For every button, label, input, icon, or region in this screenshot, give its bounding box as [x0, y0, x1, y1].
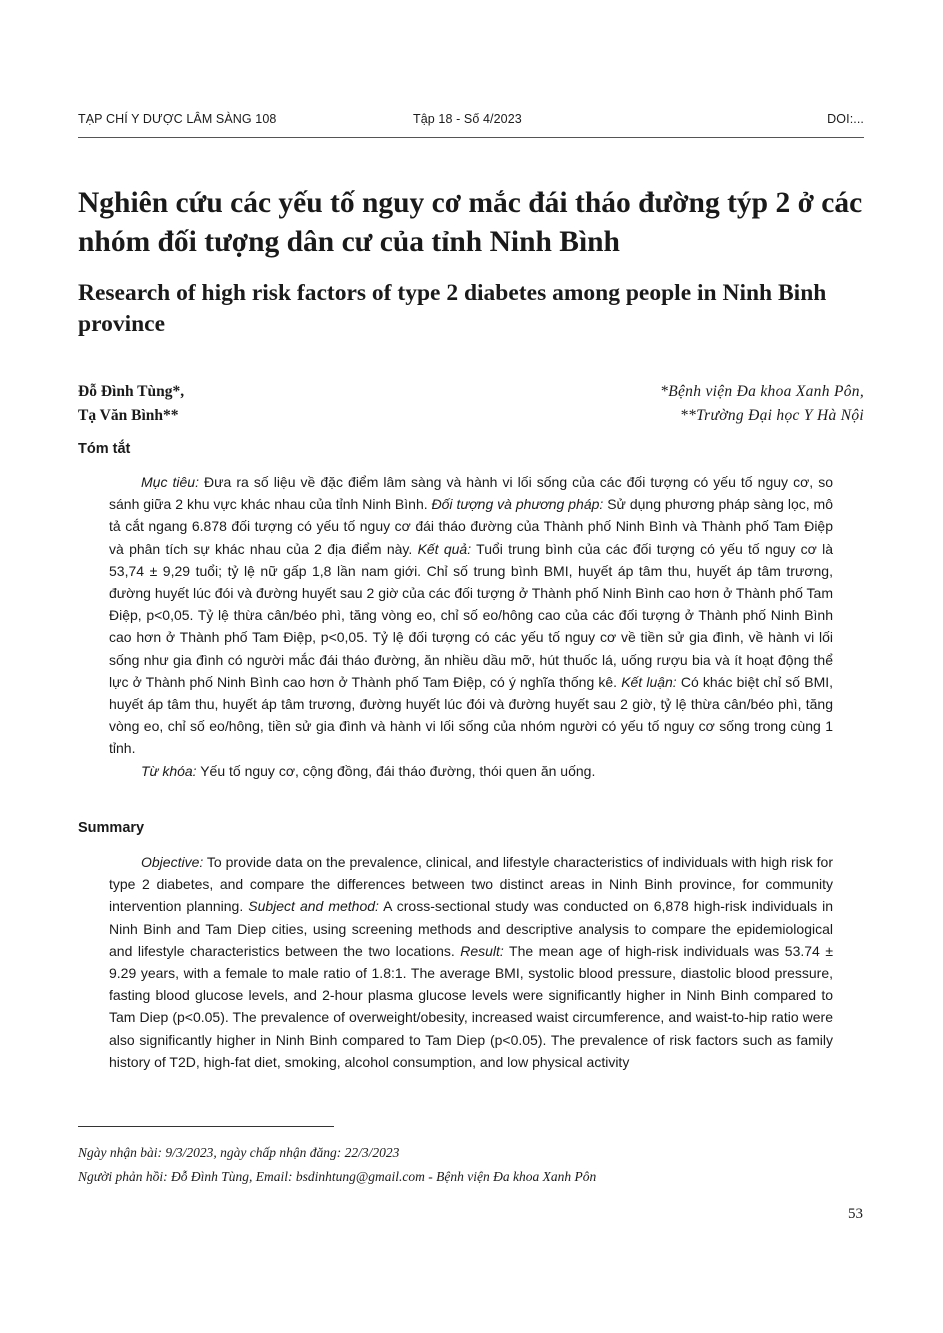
author-affiliation: *Bệnh viện Đa khoa Xanh Pôn, — [660, 383, 864, 400]
footnotes — [78, 1141, 864, 1189]
method-text: A cross-sectional study was conducted on 6,878 high-risk individuals in Ninh Binh and Tam Diep cities, using screening methods and descriptive analysis to compare the epidemiological and lifestyle characteristics between the two locations. — [109, 898, 833, 959]
journal-name: TẠP CHÍ Y DƯỢC LÂM SÀNG 108 — [78, 112, 277, 126]
running-header — [78, 112, 864, 132]
result-label: Kết quả: — [417, 540, 472, 557]
objective-text: To provide data on the prevalence, clinical, and lifestyle characteristics of individuals with high risk for type 2 diabetes, and compare the differences between two distinct areas in Ninh Binh province, for community intervention planning. — [109, 854, 833, 915]
conclusion-text: Có khác biệt chỉ số BMI, huyết áp tâm thu, huyết áp tâm trương, đường huyết lúc đói và đường huyết sau 2 giờ, tỷ lệ thừa cân/béo phì, tăng vòng eo, chỉ số eo/hông, tiền sử gia đình và hành vi lối sống của nhóm người có yếu tố nguy cơ sống trong cùng 1 tỉnh. — [109, 673, 834, 757]
tom-tat-heading: Tóm tắt — [78, 441, 131, 457]
page-number: 53 — [848, 1206, 863, 1222]
abstract-paragraph — [109, 471, 833, 760]
author-affiliation: **Trường Đại học Y Hà Nội — [680, 407, 864, 424]
result-text: Tuổi trung bình của các đối tượng có yếu tố nguy cơ là 53,74 ± 9,29 tuổi; tỷ lệ nữ gấp 1,8 lần nam giới. Chỉ số trung bình BMI, huyết áp tâm thu, huyết áp tâm trương, đường huyết lúc đói và đường huyết sau 2 giờ của các đối tượng ở Thành phố Ninh Bình cao hơn ở Thành phố Tam Điệp, p<0,05. Tỷ lệ thừa cân/béo phì, tăng vòng eo, chỉ số eo/hông cao của các đối tượng ở Thành phố Ninh Bình cao hơn ở Thành phố Tam Điệp, p<0,05. Tỷ lệ đối tượng có các yếu tố nguy cơ về tiền sử gia đình, về hành vi lối sống như gia đình có người mắc đái tháo đường, ăn nhiều dầu mỡ, hút thuốc lá, uống rượu bia và ít hoạt động thể lực ở Thành phố Ninh Bình cao hơn ở Thành phố Tam Điệp, có ý nghĩa thống kê. — [109, 540, 834, 690]
keywords-paragraph — [109, 760, 833, 782]
summary-heading: Summary — [78, 820, 145, 836]
author-name: Tạ Văn Bình** — [78, 407, 179, 424]
keywords-label: Từ khóa: — [141, 762, 197, 779]
method-text: Sử dụng phương pháp sàng lọc, mô tả cắt ngang 6.878 đối tượng có yếu tố nguy cơ đái tháo đường của Thành phố Ninh Bình và Thành phố Tam Điệp và phân tích sự khác nhau của 2 địa điểm này. — [109, 496, 833, 557]
author-name: Đỗ Đình Tùng*, — [78, 383, 185, 400]
result-text: The mean age of high-risk individuals was 53.74 ± 9.29 years, with a female to male ratio of 1.8:1. The average BMI, systolic blood pressure, diastolic blood pressure, fasting blood glucose levels, and 2-hour plasma glucose levels were significantly higher in Ninh Binh compared to Tam Diep (p<0.05). The prevalence of overweight/obesity, increased waist circumference, and waist-to-hip ratio were also significantly higher in Ninh Binh compared to Tam Diep (p<0.05). The prevalence of risk factors such as family history of T2D, high-fat diet, smoking, alcohol consumption, and low physical activity — [109, 942, 833, 1070]
english-summary — [109, 851, 833, 1073]
conclusion-label: Kết luận: — [621, 673, 677, 690]
header-divider — [78, 137, 864, 138]
objective-label: Objective: — [141, 854, 204, 870]
doi-label: DOI:... — [827, 112, 864, 126]
corresponding-author-note: Người phản hồi: Đỗ Đình Tùng, Email: bsdinhtung@gmail.com - Bệnh viện Đa khoa Xanh Pôn — [78, 1169, 597, 1184]
summary-paragraph — [109, 851, 833, 1073]
footnote-divider — [78, 1126, 334, 1127]
article-title-vietnamese: Nghiên cứu các yếu tố nguy cơ mắc đái tháo đường týp 2 ở các nhóm đối tượng dân cư của tỉnh Ninh Bình — [78, 187, 863, 258]
author-row — [78, 404, 864, 428]
method-label: Subject and method: — [248, 898, 379, 915]
authors-block — [78, 380, 864, 428]
objective-text: Đưa ra số liệu về đặc điểm lâm sàng và hành vi lối sống của các đối tượng có yếu tố nguy cơ, so sánh giữa 2 khu vực khác nhau của tỉnh Ninh Bình. — [109, 474, 833, 513]
objective-label: Mục tiêu: — [141, 474, 199, 490]
author-row — [78, 380, 864, 404]
journal-volume: Tập 18 - Số 4/2023 — [413, 112, 522, 126]
received-date-note: Ngày nhận bài: 9/3/2023, ngày chấp nhận đăng: 22/3/2023 — [78, 1145, 400, 1160]
keywords-text: Yếu tố nguy cơ, cộng đồng, đái tháo đường, thói quen ăn uống. — [196, 762, 596, 779]
method-label: Đối tượng và phương pháp: — [431, 496, 604, 513]
vietnamese-abstract — [109, 471, 833, 782]
result-label: Result: — [460, 942, 504, 959]
article-title-english: Research of high risk factors of type 2 diabetes among people in Ninh Binh province — [78, 280, 827, 337]
